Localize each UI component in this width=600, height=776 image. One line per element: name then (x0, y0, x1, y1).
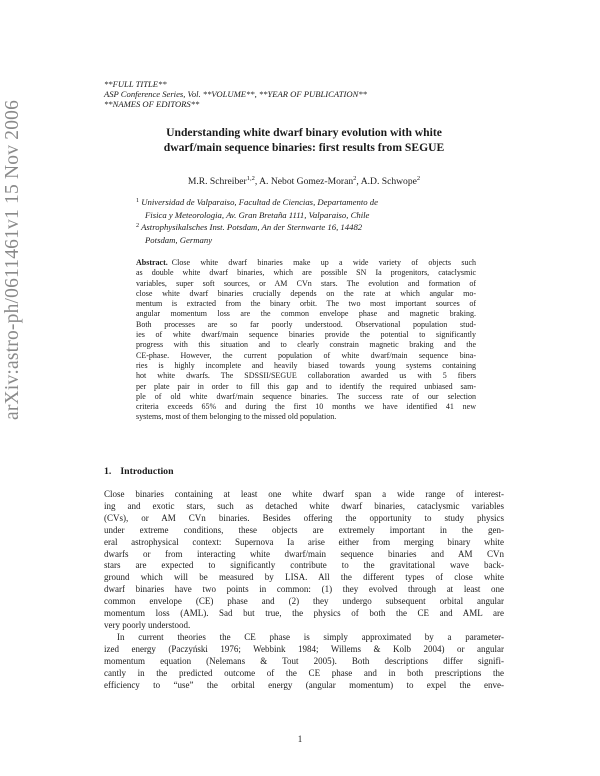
body-line: (CVs), or AM CVn binaries. Besides offering the opportunity to study physics (104, 512, 504, 523)
abstract-line: variables, super soft sources, or AM CVn stars. The evolution and formation of (136, 278, 476, 288)
affiliation-line: $^2$ Astrophysikalsches Inst. Potsdam, An der Sternwarte 16, 14482 (136, 222, 363, 232)
title-line: dwarf/main sequence binaries: first results from SEGUE (163, 140, 445, 154)
author-affiliation-mark: 2 (416, 175, 421, 182)
section-heading (104, 466, 174, 477)
author-affiliation-mark: 2 (353, 175, 357, 182)
author-separator: , (254, 176, 260, 187)
introduction-body (104, 489, 504, 691)
body-line: eral astrophysical context: Supernova Ia arise either from merging binary white (104, 536, 504, 547)
abstract-line: close white dwarf binaries crucially depends on the rate at which angular mo- (136, 288, 476, 298)
abstract-line: ies of white dwarf/main sequence binaries provide the potential to significantly (136, 330, 476, 340)
body-line: In current theories the CE phase is simply approximated by a parameter- (117, 631, 504, 642)
abstract-line: hot white dwarfs. The SDSSII/SEGUE collaboration awarded us with 5 fibers (136, 371, 476, 381)
body-line: ground which will be measured by LISA. All the different types of close white (104, 572, 504, 583)
body-line: dwarfs or from interacting white dwarf/main sequence binaries and AM CVn (104, 548, 504, 559)
paper-title (104, 126, 504, 155)
header-editors: **NAMES OF EDITORS** (104, 99, 200, 109)
abstract (136, 258, 476, 423)
body-line: momentum equation (Nelemans & Tout 2005). Both descriptions differ signifi- (104, 655, 504, 666)
author-separator: , (356, 176, 361, 187)
body-line: ing and exotic stars, such as detached white dwarf binaries, cataclysmic variables (104, 500, 504, 511)
abstract-line: ple of old white dwarf/main sequence binaries. The success rate of our selection (136, 391, 476, 401)
abstract-line: angular momentum loss are the common envelope phase and magnetic braking. (136, 309, 476, 319)
abstract-label: Abstract. (136, 258, 168, 267)
body-line: ized energy (Paczyński 1976; Webbink 1984; Willems & Kolb 2004) or angular (104, 643, 504, 654)
section-number: 1. (104, 466, 112, 477)
title-line: Understanding white dwarf binary evolution with white (166, 126, 442, 139)
header-full-title: **FULL TITLE** (104, 79, 167, 89)
affiliation-mark: 1 (136, 197, 140, 204)
author-affiliation-mark: 1,2 (246, 175, 255, 182)
affiliation-mark: 2 (136, 222, 140, 229)
body-line: very poorly understood. (104, 619, 191, 630)
body-line: common envelope (CE) phase and (2) they undergo subsequent orbital angular (104, 596, 504, 607)
affiliation-line: Potsdam, Germany (145, 234, 213, 245)
abstract-line: per plate pair in order to fill this gap and to identify the required unbiased sam- (136, 381, 476, 391)
author-name: A. Nebot Gomez-Moran (259, 176, 354, 187)
conference-header (104, 79, 504, 109)
body-line: cantly in the predicted outcome of the CE phase and in both prescriptions the (104, 667, 504, 678)
affiliation-line: $^1$ Universidad de Valparaiso, Facultad de Ciencias, Departamento de (136, 197, 378, 207)
author-list (104, 176, 504, 188)
affiliation-line: Fisica y Meteorologia, Av. Gran Bretaña 1111, Valparaiso, Chile (145, 209, 370, 220)
abstract-line: Abstract. Close white dwarf binaries make up a wide variety of objects such (136, 258, 476, 267)
page-number: 1 (297, 734, 303, 744)
header-series: ASP Conference Series, Vol. **VOLUME**, **YEAR OF PUBLICATION** (104, 89, 367, 99)
body-line: dwarf binaries have two points in common: (1) they evolved through at least one (104, 584, 504, 595)
abstract-line: ries is highly incomplete and heavily biased towards young systems containing (136, 360, 476, 370)
affiliations (136, 196, 476, 246)
author-name: M.R. Schreiber (187, 176, 247, 187)
body-line: stars are expected to significantly contribute to the gravitational wave back- (104, 560, 504, 571)
abstract-line: systems, most of them belonging to the missed old population. (136, 412, 337, 422)
body-line: Close binaries containing at least one white dwarf span a wide range of interest- (104, 489, 504, 499)
abstract-line: progress with this situation and to clearly constrain magnetic braking and the (136, 340, 476, 350)
body-line: efficiency to “use” the orbital energy (angular momentum) to expel the enve- (104, 679, 504, 690)
abstract-line: as double white dwarf binaries, which are possible SN Ia progenitors, cataclysmic (136, 268, 476, 278)
arxiv-identifier-stamp[interactable]: arXiv:astro-ph/0611461v1 15 Nov 2006 (2, 99, 23, 420)
body-line: under extreme conditions, these objects are extremely important in the gen- (104, 524, 504, 535)
abstract-line: CE-phase. However, the current population of white dwarf/main sequence bina- (136, 350, 476, 360)
abstract-line: criteria exceeds 65% and during the first 10 months we have identified 41 new (136, 402, 476, 412)
author-name: A.D. Schwope (360, 176, 417, 187)
abstract-line: mentum is extracted from the binary orbit. The two most important sources of (136, 299, 476, 309)
abstract-line: Both processes are so far poorly understood. Observational population stud- (136, 319, 476, 329)
body-line: momentum loss (AML). Sad but true, the physics of both the CE and AML are (104, 608, 504, 619)
section-title: Introduction (120, 466, 174, 477)
